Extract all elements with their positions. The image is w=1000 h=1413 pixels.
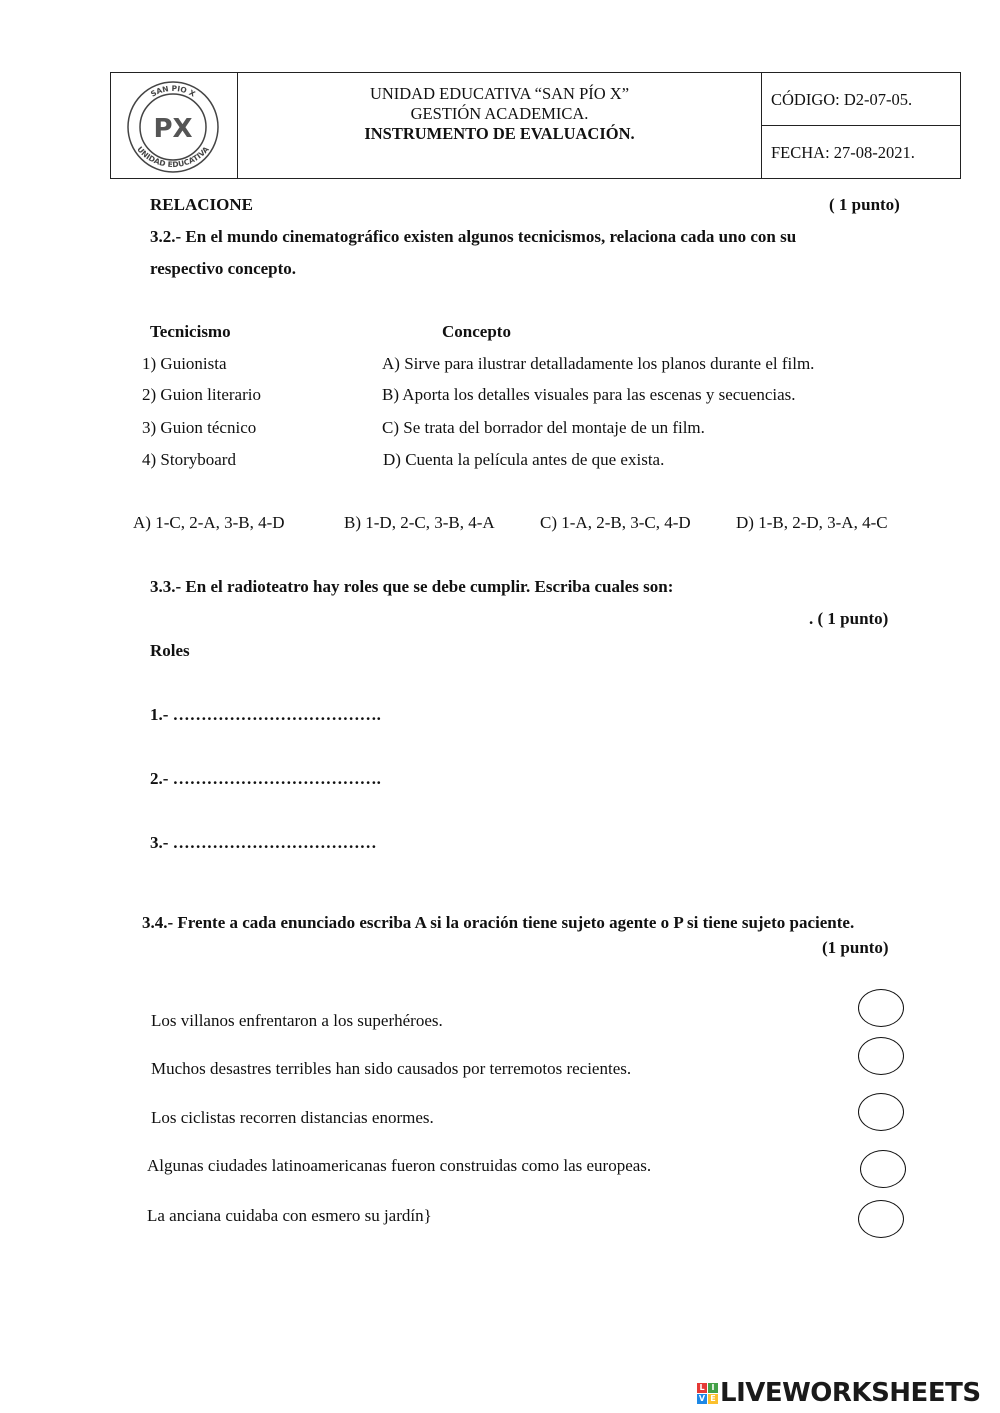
answer-circle[interactable]: [860, 1150, 906, 1188]
concept-item: B) Aporta los detalles visuales para las escenas y secuencias.: [382, 385, 796, 404]
answer-option-d[interactable]: D) 1-B, 2-D, 3-A, 4-C: [736, 513, 888, 532]
concept-item: D) Cuenta la película antes de que exista.: [383, 450, 665, 469]
document-code: CÓDIGO: D2-07-05.: [771, 90, 913, 109]
answer-option-b[interactable]: B) 1-D, 2-C, 3-B, 4-A: [344, 513, 495, 532]
header-table: [110, 72, 961, 179]
question-3-4: 3.4.- Frente a cada enunciado escriba A si la oración tiene sujeto agente o P si tiene sujeto paciente.: [142, 913, 855, 932]
answer-option-a[interactable]: A) 1-C, 2-A, 3-B, 4-D: [133, 513, 285, 532]
column-header-term: Tecnicismo: [150, 322, 231, 341]
term-item: 3) Guion técnico: [142, 418, 257, 437]
role-blank[interactable]: 3.- ………………………………: [150, 833, 377, 852]
sentence-item: Los ciclistas recorren distancias enormes.: [151, 1108, 434, 1127]
answer-circle[interactable]: [858, 1037, 904, 1075]
sentence-item: Los villanos enfrentaron a los superhéroes.: [151, 1011, 443, 1030]
school-name: UNIDAD EDUCATIVA “SAN PÍO X”: [369, 84, 630, 103]
department-name: GESTIÓN ACADEMICA.: [410, 104, 589, 123]
instrument-title: INSTRUMENTO DE EVALUACIÓN.: [364, 124, 635, 143]
logo-ring-top-text: SAN PIO X: [149, 83, 197, 99]
term-item: 4) Storyboard: [142, 450, 236, 469]
concept-item: A) Sirve para ilustrar detalladamente los planos durante el film.: [382, 354, 815, 373]
liveworksheets-text: LIVEWORKSHEETS: [720, 1378, 981, 1408]
agent-points: (1 punto): [822, 938, 889, 957]
answer-circle[interactable]: [858, 1093, 904, 1131]
svg-text:UNIDAD EDUCATIVA: [135, 145, 211, 169]
roles-label: Roles: [150, 641, 190, 660]
header-info-cell: [762, 73, 960, 178]
answer-circle[interactable]: [858, 1200, 904, 1238]
logo-monogram: PX: [153, 114, 193, 144]
term-item: 1) Guionista: [142, 354, 227, 373]
header-title-cell: [238, 73, 762, 178]
logo-cell: [111, 73, 238, 178]
role-blank[interactable]: 2.- ……………………………….: [150, 769, 381, 788]
document-date: FECHA: 27-08-2021.: [771, 143, 915, 162]
term-item: 2) Guion literario: [142, 385, 261, 404]
roles-points: . ( 1 punto): [809, 609, 889, 628]
question-3-3: 3.3.- En el radioteatro hay roles que se debe cumplir. Escriba cuales son:: [150, 577, 674, 596]
answer-option-c[interactable]: C) 1-A, 2-B, 3-C, 4-D: [540, 513, 691, 532]
answer-circle[interactable]: [858, 989, 904, 1027]
section-points: ( 1 punto): [829, 195, 900, 214]
column-header-concept: Concepto: [442, 322, 511, 341]
liveworksheets-logo-icon: L I V E: [697, 1383, 718, 1404]
liveworksheets-watermark: [697, 1378, 981, 1408]
svg-text:SAN PIO X: [149, 84, 197, 99]
sentence-item: Muchos desastres terribles han sido causados por terremotos recientes.: [151, 1059, 632, 1078]
school-logo: [111, 73, 237, 178]
role-blank[interactable]: 1.- ……………………………….: [150, 705, 381, 724]
sentence-item: Algunas ciudades latinoamericanas fueron construidas como las europeas.: [147, 1156, 652, 1175]
concept-item: C) Se trata del borrador del montaje de un film.: [382, 418, 705, 437]
section-title: RELACIONE: [150, 195, 253, 214]
logo-ring-bottom-text: UNIDAD EDUCATIVA: [135, 144, 211, 170]
question-3-2-line-1: 3.2.- En el mundo cinematográfico existen algunos tecnicismos, relaciona cada uno con su: [150, 227, 797, 246]
question-3-2-line-2: respectivo concepto.: [150, 259, 297, 278]
sentence-item: La anciana cuidaba con esmero su jardín}: [147, 1206, 432, 1225]
